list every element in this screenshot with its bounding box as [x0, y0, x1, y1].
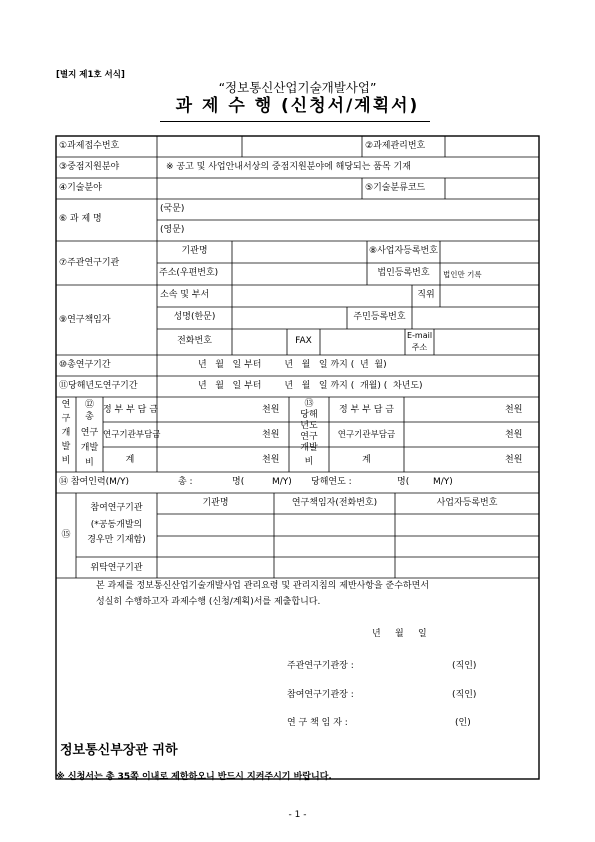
footer-note: ※ 신청서는 총 35쪽 이내로 제한하오니 반드시 지켜주시기 바랍니다.: [56, 772, 332, 782]
page-title: 과 제 수 행 (신청서/계획서): [175, 96, 420, 116]
pledge-line-1: 본 과제를 정보통신산업기술개발사업 관리요령 및 관리지침의 제반사항을 준수하면서: [96, 581, 430, 591]
year-funds-sub-3: 연구: [300, 432, 318, 442]
priority-field-label: ③중점지원분야: [59, 162, 120, 172]
org-name-label: 기관명: [181, 246, 208, 256]
total-funds-sub-3: 개발: [80, 443, 99, 453]
personnel-unit-2: 명(: [397, 477, 410, 487]
corp-reg-no-label: 법인등록번호: [377, 268, 430, 278]
personnel-total: 총 :: [178, 477, 193, 487]
funds-head-5: 비: [61, 456, 71, 466]
year-funds-sub-1: 당해: [300, 410, 318, 420]
total-funds-num: ⑫: [84, 400, 94, 410]
year-funds-sub-2: 년도: [300, 421, 318, 431]
personnel-this-year: 당해연도 :: [311, 477, 352, 487]
unit-right-1: 천원: [505, 405, 523, 415]
unit-left-2: 천원: [262, 430, 280, 440]
unit-right-3: 천원: [505, 455, 523, 465]
program-name: “정보통신산업기술개발사업”: [218, 80, 377, 95]
priority-field-note: ※ 공고 및 사업안내서상의 중점지원분야에 해당되는 품목 기재: [166, 162, 411, 172]
unit-right-2: 천원: [505, 430, 523, 440]
email-label-2: 주소: [411, 343, 428, 352]
org-share-label-right: 연구기관부담금: [337, 430, 396, 440]
pledge-date: 년 월 일: [372, 629, 427, 639]
personnel-my-1: M/Y): [272, 477, 292, 487]
task-name-label: ⑥ 과 제 명: [59, 214, 102, 224]
name-label: 성명(한문): [173, 312, 216, 322]
tech-class-code-label: ⑤기술분류코드: [365, 183, 426, 193]
funds-head-2: 구: [61, 414, 71, 424]
year-funds-sub-4: 개발: [300, 443, 318, 453]
sig-part-org-seal: (직인): [452, 690, 477, 700]
task-mgmt-no-label: ②과제관리번호: [365, 141, 426, 151]
joint-note-2: 경우만 기재함): [87, 535, 146, 545]
total-period-label: ⑩총연구기간: [59, 360, 111, 370]
biz-reg-no-label: ⑧사업자등록번호: [369, 246, 438, 256]
phone-label: 전화번호: [177, 336, 212, 346]
year-period-label: ⑪당해년도연구기간: [59, 381, 138, 391]
pledge-line-2: 성실히 수행하고자 과제수행 (신청/계획)서를 제출합니다.: [96, 597, 321, 607]
total-funds-sub-1: 총: [85, 412, 94, 422]
form-number: [별지 제1호 서식]: [56, 70, 125, 80]
address-label: 주소(우편번호): [159, 268, 219, 278]
col-pi-phone: 연구책임자(전화번호): [291, 498, 378, 508]
email-label: E-mail: [406, 331, 433, 340]
total-label-right: 계: [362, 455, 371, 465]
joint-note-1: (*공동개발의: [90, 520, 143, 530]
corp-only-note: 법인만 기록: [443, 270, 482, 279]
dept-label: 소속 및 부서: [160, 290, 210, 300]
task-name-korean: (국문): [160, 204, 185, 214]
page-number: - 1 -: [288, 810, 307, 820]
sig-lead-org-seal: (직인): [452, 661, 477, 671]
year-period-value: 년 월 일 부터 년 월 일 까지 ( 개월) ( 차년도): [198, 381, 423, 391]
gov-share-label-left: 정 부 부 담 금: [103, 405, 158, 415]
tech-field-label: ④기술분야: [59, 183, 102, 193]
lead-org-label: ⑦주관연구기관: [59, 258, 120, 268]
year-funds-num: ⑬: [304, 399, 314, 409]
participating-org-label: 참여연구기관: [90, 503, 143, 513]
sig-part-org: 참여연구기관장 :: [287, 690, 354, 700]
col-biz-reg-no: 사업자등록번호: [436, 498, 498, 508]
total-funds-sub-2: 연구: [80, 428, 99, 438]
funds-head-4: 발: [61, 442, 71, 452]
total-funds-sub-4: 비: [85, 458, 94, 468]
position-label: 직위: [417, 290, 435, 300]
gov-share-label-right: 정 부 부 담 금: [339, 405, 394, 415]
col-org-name: 기관명: [202, 498, 229, 508]
personnel-label: ⑭ 참여인력(M/Y): [59, 477, 129, 487]
consign-org-label: 위탁연구기관: [90, 563, 143, 573]
total-period-value: 년 월 일 부터 년 월 일 까지 ( 년 월): [198, 360, 387, 370]
year-funds-sub-5: 비: [304, 457, 314, 467]
task-receipt-no-label: ①과제접수번호: [59, 141, 120, 151]
participants-num: ⑮: [61, 530, 71, 540]
funds-head-3: 개: [61, 428, 71, 438]
total-label-left: 계: [125, 455, 135, 465]
unit-left-1: 천원: [262, 405, 280, 415]
personnel-my-2: M/Y): [433, 477, 453, 487]
unit-left-3: 천원: [262, 455, 280, 465]
task-name-english: (영문): [160, 225, 185, 235]
funds-head-1: 연: [61, 400, 71, 410]
resident-no-label: 주민등록번호: [353, 312, 406, 322]
closing-addressee: 정보통신부장관 귀하: [60, 743, 178, 758]
sig-pi: 연 구 책 임 자 :: [287, 718, 348, 728]
sig-lead-org: 주관연구기관장 :: [287, 661, 354, 671]
fax-label: FAX: [295, 336, 312, 346]
sig-pi-seal: (인): [455, 718, 471, 728]
pi-label: ⑨연구책임자: [59, 315, 111, 325]
personnel-unit-1: 명(: [232, 477, 245, 487]
org-share-label-left: 연구기관부담금: [103, 430, 161, 440]
